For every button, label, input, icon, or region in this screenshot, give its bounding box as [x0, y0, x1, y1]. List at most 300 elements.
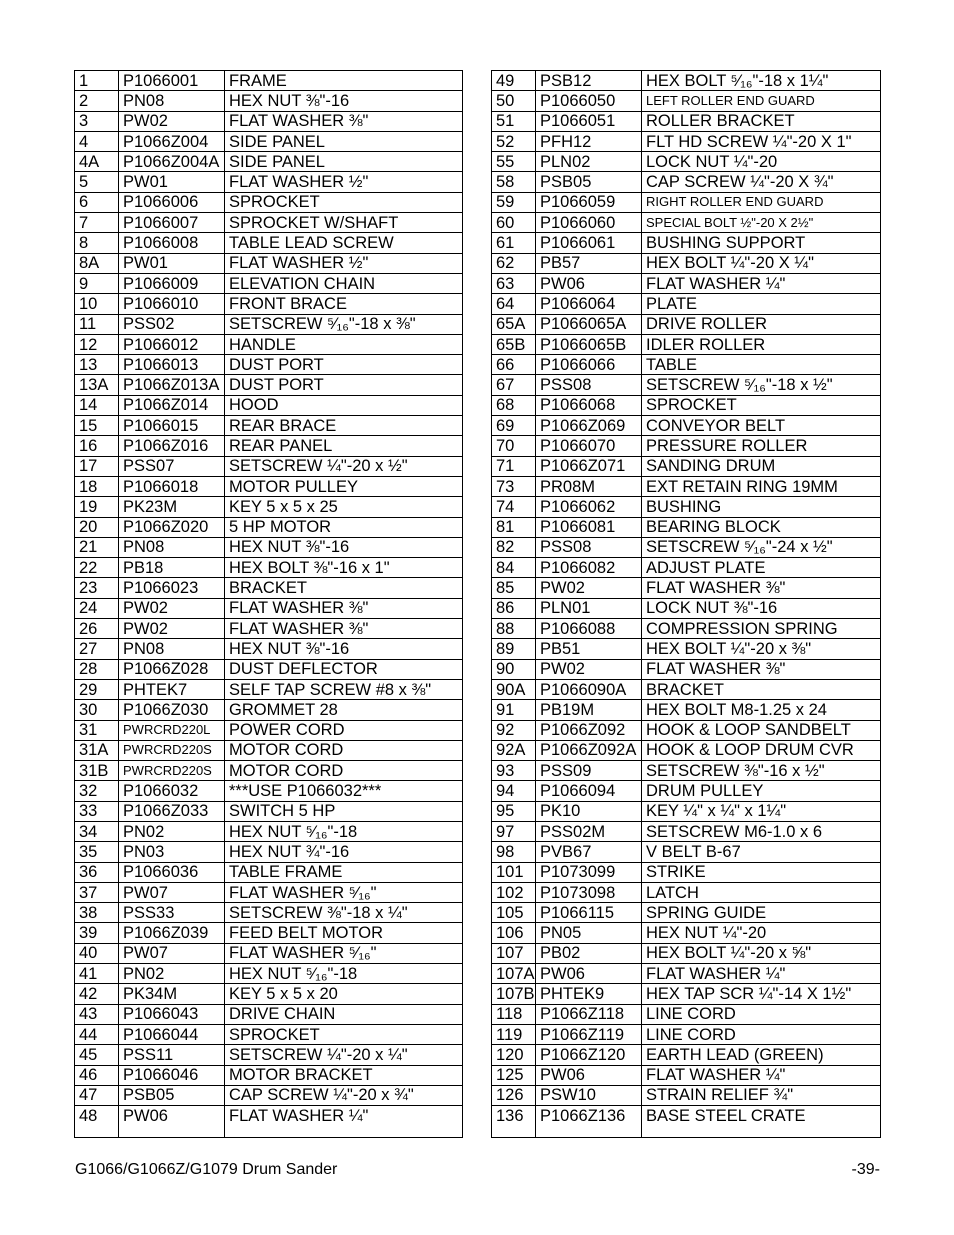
part-number-cell: P1066Z120: [536, 1045, 642, 1065]
description-cell: HEX NUT ⁵⁄₁₆"-18: [225, 964, 463, 984]
table-row: [492, 517, 881, 537]
table-row: [75, 1004, 463, 1024]
part-number-cell: P1066010: [119, 294, 225, 314]
description-cell: FLAT WASHER ⅜": [642, 578, 881, 598]
part-number-cell: PW02: [119, 598, 225, 618]
ref-cell: 63: [492, 273, 536, 293]
description-cell: DUST DEFLECTOR: [225, 659, 463, 679]
table-row: [492, 801, 881, 821]
part-number-cell: PB02: [536, 943, 642, 963]
description-cell: FLAT WASHER ⅜": [225, 598, 463, 618]
ref-cell: 97: [492, 821, 536, 841]
description-cell: FLAT WASHER ¼": [225, 1106, 463, 1138]
ref-cell: 41: [75, 964, 119, 984]
ref-cell: 20: [75, 517, 119, 537]
table-row: [492, 456, 881, 476]
part-number-cell: P1066081: [536, 517, 642, 537]
part-number-cell: P1066036: [119, 862, 225, 882]
table-row: [75, 639, 463, 659]
ref-cell: 119: [492, 1024, 536, 1044]
table-row: [492, 842, 881, 862]
ref-cell: 91: [492, 700, 536, 720]
ref-cell: 6: [75, 192, 119, 212]
part-number-cell: P1066046: [119, 1065, 225, 1085]
ref-cell: 98: [492, 842, 536, 862]
part-number-cell: PB51: [536, 639, 642, 659]
part-number-cell: PB57: [536, 253, 642, 273]
description-cell: LOCK NUT ⅜"-16: [642, 598, 881, 618]
description-cell: FRONT BRACE: [225, 294, 463, 314]
table-row: [492, 1045, 881, 1065]
ref-cell: 11: [75, 314, 119, 334]
description-cell: SWITCH 5 HP: [225, 801, 463, 821]
part-number-cell: PSS11: [119, 1045, 225, 1065]
description-cell: SPROCKET: [225, 192, 463, 212]
table-row: [492, 619, 881, 639]
part-number-cell: P1066Z004: [119, 131, 225, 151]
ref-cell: 90A: [492, 679, 536, 699]
description-cell: LINE CORD: [642, 1004, 881, 1024]
ref-cell: 89: [492, 639, 536, 659]
ref-cell: 1: [75, 71, 119, 91]
ref-cell: 14: [75, 395, 119, 415]
table-row: [75, 111, 463, 131]
ref-cell: 92A: [492, 740, 536, 760]
part-number-cell: PW06: [536, 1065, 642, 1085]
table-row: [75, 375, 463, 395]
table-row: [75, 294, 463, 314]
part-number-cell: P1066Z033: [119, 801, 225, 821]
table-row: [492, 1065, 881, 1085]
description-cell: HEX NUT ⅜"-16: [225, 91, 463, 111]
ref-cell: 23: [75, 578, 119, 598]
ref-cell: 32: [75, 781, 119, 801]
description-cell: HOOK & LOOP SANDBELT: [642, 720, 881, 740]
description-cell: ROLLER BRACKET: [642, 111, 881, 131]
description-cell: FRAME: [225, 71, 463, 91]
table-row: [75, 598, 463, 618]
part-number-cell: PN05: [536, 923, 642, 943]
description-cell: COMPRESSION SPRING: [642, 619, 881, 639]
description-cell: PLATE: [642, 294, 881, 314]
table-row: [492, 253, 881, 273]
ref-cell: 13A: [75, 375, 119, 395]
table-row: [75, 1085, 463, 1105]
part-number-cell: P1066Z014: [119, 395, 225, 415]
ref-cell: 49: [492, 71, 536, 91]
table-row: [75, 233, 463, 253]
part-number-cell: P1066032: [119, 781, 225, 801]
part-number-cell: P1066Z071: [536, 456, 642, 476]
part-number-cell: P1066Z016: [119, 436, 225, 456]
table-row: [75, 395, 463, 415]
ref-cell: 125: [492, 1065, 536, 1085]
ref-cell: 85: [492, 578, 536, 598]
description-cell: RIGHT ROLLER END GUARD: [642, 192, 881, 212]
description-cell: FLAT WASHER ⁵⁄₁₆": [225, 943, 463, 963]
description-cell: TABLE: [642, 355, 881, 375]
table-row: [492, 1024, 881, 1044]
part-number-cell: PWRCRD220S: [119, 740, 225, 760]
ref-cell: 92: [492, 720, 536, 740]
part-number-cell: PSB05: [536, 172, 642, 192]
table-row: [75, 740, 463, 760]
table-row: [492, 172, 881, 192]
ref-cell: 30: [75, 700, 119, 720]
table-row: [492, 71, 881, 91]
table-row: [75, 882, 463, 902]
part-number-cell: PSB12: [536, 71, 642, 91]
description-cell: MOTOR CORD: [225, 761, 463, 781]
ref-cell: 8A: [75, 253, 119, 273]
part-number-cell: PW02: [536, 659, 642, 679]
table-row: [492, 720, 881, 740]
ref-cell: 51: [492, 111, 536, 131]
ref-cell: 21: [75, 537, 119, 557]
description-cell: BRACKET: [225, 578, 463, 598]
description-cell: SPECIAL BOLT ½"-20 X 2½": [642, 213, 881, 233]
table-row: [492, 152, 881, 172]
table-row: [75, 679, 463, 699]
ref-cell: 33: [75, 801, 119, 821]
table-row: [492, 943, 881, 963]
table-row: [75, 416, 463, 436]
table-row: [75, 781, 463, 801]
table-row: [492, 436, 881, 456]
table-row: [492, 1004, 881, 1024]
part-number-cell: P1066065B: [536, 334, 642, 354]
ref-cell: 8: [75, 233, 119, 253]
description-cell: CAP SCREW ¼"-20 X ¾": [642, 172, 881, 192]
part-number-cell: P1066043: [119, 1004, 225, 1024]
description-cell: SPRING GUIDE: [642, 903, 881, 923]
table-row: [492, 984, 881, 1004]
part-number-cell: PW02: [119, 619, 225, 639]
table-row: [492, 862, 881, 882]
table-row: [75, 152, 463, 172]
description-cell: LINE CORD: [642, 1024, 881, 1044]
ref-cell: 3: [75, 111, 119, 131]
part-number-cell: P1073099: [536, 862, 642, 882]
table-row: [492, 294, 881, 314]
ref-cell: 9: [75, 273, 119, 293]
description-cell: FLAT WASHER ¼": [642, 964, 881, 984]
table-row: [492, 416, 881, 436]
ref-cell: 7: [75, 213, 119, 233]
description-cell: KEY 5 x 5 x 25: [225, 497, 463, 517]
table-row: [492, 761, 881, 781]
description-cell: SPROCKET: [225, 1024, 463, 1044]
ref-cell: 31B: [75, 761, 119, 781]
part-number-cell: PW06: [119, 1106, 225, 1138]
part-number-cell: PB19M: [536, 700, 642, 720]
table-row: [492, 882, 881, 902]
ref-cell: 65B: [492, 334, 536, 354]
description-cell: MOTOR CORD: [225, 740, 463, 760]
ref-cell: 18: [75, 476, 119, 496]
ref-cell: 73: [492, 476, 536, 496]
description-cell: ELEVATION CHAIN: [225, 273, 463, 293]
part-number-cell: PWRCRD220L: [119, 720, 225, 740]
ref-cell: 13: [75, 355, 119, 375]
ref-cell: 19: [75, 497, 119, 517]
ref-cell: 5: [75, 172, 119, 192]
part-number-cell: P1066094: [536, 781, 642, 801]
ref-cell: 31: [75, 720, 119, 740]
table-row: [75, 842, 463, 862]
table-row: [492, 537, 881, 557]
ref-cell: 106: [492, 923, 536, 943]
table-row: [75, 761, 463, 781]
ref-cell: 46: [75, 1065, 119, 1085]
table-row: [75, 984, 463, 1004]
part-number-cell: PSB05: [119, 1085, 225, 1105]
description-cell: HEX NUT ¾"-16: [225, 842, 463, 862]
ref-cell: 101: [492, 862, 536, 882]
table-row: [492, 700, 881, 720]
ref-cell: 67: [492, 375, 536, 395]
table-row: [492, 91, 881, 111]
description-cell: GROMMET 28: [225, 700, 463, 720]
description-cell: STRAIN RELIEF ¾": [642, 1085, 881, 1105]
description-cell: LEFT ROLLER END GUARD: [642, 91, 881, 111]
description-cell: REAR PANEL: [225, 436, 463, 456]
ref-cell: 107B: [492, 984, 536, 1004]
part-number-cell: PLN02: [536, 152, 642, 172]
part-number-cell: PN03: [119, 842, 225, 862]
ref-cell: 74: [492, 497, 536, 517]
part-number-cell: P1066088: [536, 619, 642, 639]
part-number-cell: P1066050: [536, 91, 642, 111]
part-number-cell: P1066070: [536, 436, 642, 456]
description-cell: HEX BOLT ⅜"-16 x 1": [225, 558, 463, 578]
description-cell: SANDING DRUM: [642, 456, 881, 476]
part-number-cell: P1066062: [536, 497, 642, 517]
ref-cell: 15: [75, 416, 119, 436]
ref-cell: 27: [75, 639, 119, 659]
ref-cell: 31A: [75, 740, 119, 760]
part-number-cell: P1066115: [536, 903, 642, 923]
description-cell: IDLER ROLLER: [642, 334, 881, 354]
ref-cell: 60: [492, 213, 536, 233]
part-number-cell: PW01: [119, 253, 225, 273]
part-number-cell: P1066008: [119, 233, 225, 253]
table-row: [492, 740, 881, 760]
ref-cell: 42: [75, 984, 119, 1004]
ref-cell: 70: [492, 436, 536, 456]
part-number-cell: PW07: [119, 882, 225, 902]
table-row: [75, 131, 463, 151]
parts-table-left: [74, 70, 463, 1138]
description-cell: HEX BOLT ⁵⁄₁₆"-18 x 1¼": [642, 71, 881, 91]
ref-cell: 12: [75, 334, 119, 354]
table-row: [75, 619, 463, 639]
ref-cell: 71: [492, 456, 536, 476]
description-cell: CONVEYOR BELT: [642, 416, 881, 436]
table-row: [492, 1085, 881, 1105]
part-number-cell: PK10: [536, 801, 642, 821]
description-cell: 5 HP MOTOR: [225, 517, 463, 537]
table-row: [75, 578, 463, 598]
table-row: [75, 1065, 463, 1085]
parts-table-left-body: [75, 71, 463, 1138]
ref-cell: 40: [75, 943, 119, 963]
description-cell: SIDE PANEL: [225, 131, 463, 151]
part-number-cell: PN08: [119, 537, 225, 557]
part-number-cell: PK23M: [119, 497, 225, 517]
description-cell: SETSCREW M6-1.0 x 6: [642, 821, 881, 841]
table-row: [492, 639, 881, 659]
description-cell: KEY 5 x 5 x 20: [225, 984, 463, 1004]
ref-cell: 55: [492, 152, 536, 172]
ref-cell: 61: [492, 233, 536, 253]
table-row: [492, 659, 881, 679]
part-number-cell: P1066Z136: [536, 1106, 642, 1138]
table-row: [492, 111, 881, 131]
ref-cell: 36: [75, 862, 119, 882]
part-number-cell: PN08: [119, 639, 225, 659]
footer-title: G1066/G1066Z/G1079 Drum Sander: [75, 1161, 338, 1178]
part-number-cell: P1066013: [119, 355, 225, 375]
part-number-cell: P1066006: [119, 192, 225, 212]
part-number-cell: P1066068: [536, 395, 642, 415]
ref-cell: 66: [492, 355, 536, 375]
table-row: [75, 943, 463, 963]
description-cell: BASE STEEL CRATE: [642, 1106, 881, 1138]
ref-cell: 102: [492, 882, 536, 902]
description-cell: FLAT WASHER ¼": [642, 1065, 881, 1085]
table-row: [75, 903, 463, 923]
description-cell: ***USE P1066032***: [225, 781, 463, 801]
part-number-cell: P1066060: [536, 213, 642, 233]
ref-cell: 86: [492, 598, 536, 618]
table-row: [492, 964, 881, 984]
part-number-cell: PB18: [119, 558, 225, 578]
part-number-cell: P1066Z092: [536, 720, 642, 740]
part-number-cell: PW02: [119, 111, 225, 131]
ref-cell: 59: [492, 192, 536, 212]
table-row: [492, 213, 881, 233]
ref-cell: 47: [75, 1085, 119, 1105]
ref-cell: 120: [492, 1045, 536, 1065]
part-number-cell: P1073098: [536, 882, 642, 902]
table-row: [492, 334, 881, 354]
ref-cell: 24: [75, 598, 119, 618]
table-row: [492, 192, 881, 212]
description-cell: POWER CORD: [225, 720, 463, 740]
part-number-cell: P1066082: [536, 558, 642, 578]
parts-table-right: [491, 70, 881, 1138]
part-number-cell: P1066Z118: [536, 1004, 642, 1024]
ref-cell: 90: [492, 659, 536, 679]
description-cell: DUST PORT: [225, 355, 463, 375]
description-cell: DRIVE ROLLER: [642, 314, 881, 334]
description-cell: PRESSURE ROLLER: [642, 436, 881, 456]
part-number-cell: PSS09: [536, 761, 642, 781]
part-number-cell: P1066Z004A: [119, 152, 225, 172]
ref-cell: 58: [492, 172, 536, 192]
description-cell: KEY ¼" x ¼" x 1¼": [642, 801, 881, 821]
part-number-cell: PN02: [119, 964, 225, 984]
ref-cell: 10: [75, 294, 119, 314]
ref-cell: 45: [75, 1045, 119, 1065]
description-cell: TABLE FRAME: [225, 862, 463, 882]
description-cell: HOOD: [225, 395, 463, 415]
table-row: [492, 233, 881, 253]
part-number-cell: PFH12: [536, 131, 642, 151]
ref-cell: 39: [75, 923, 119, 943]
part-number-cell: P1066015: [119, 416, 225, 436]
table-row: [75, 1106, 463, 1138]
part-number-cell: P1066064: [536, 294, 642, 314]
ref-cell: 88: [492, 619, 536, 639]
description-cell: DUST PORT: [225, 375, 463, 395]
description-cell: FLAT WASHER ¼": [642, 273, 881, 293]
description-cell: HEX BOLT ¼"-20 X ¼": [642, 253, 881, 273]
table-row: [492, 131, 881, 151]
table-row: [492, 679, 881, 699]
ref-cell: 4: [75, 131, 119, 151]
table-row: [492, 476, 881, 496]
part-number-cell: P1066007: [119, 213, 225, 233]
ref-cell: 64: [492, 294, 536, 314]
description-cell: FLAT WASHER ⅜": [642, 659, 881, 679]
table-row: [75, 355, 463, 375]
ref-cell: 62: [492, 253, 536, 273]
description-cell: SETSCREW ⅜"-18 x ¼": [225, 903, 463, 923]
table-row: [492, 578, 881, 598]
ref-cell: 2: [75, 91, 119, 111]
description-cell: STRIKE: [642, 862, 881, 882]
ref-cell: 107A: [492, 964, 536, 984]
part-number-cell: P1066Z039: [119, 923, 225, 943]
description-cell: CAP SCREW ¼"-20 x ¾": [225, 1085, 463, 1105]
part-number-cell: PSS33: [119, 903, 225, 923]
table-row: [492, 497, 881, 517]
description-cell: BRACKET: [642, 679, 881, 699]
part-number-cell: PSS02M: [536, 821, 642, 841]
table-row: [75, 1024, 463, 1044]
part-number-cell: PK34M: [119, 984, 225, 1004]
part-number-cell: P1066018: [119, 476, 225, 496]
ref-cell: 93: [492, 761, 536, 781]
table-row: [492, 781, 881, 801]
description-cell: SETSCREW ¼"-20 x ¼": [225, 1045, 463, 1065]
description-cell: SETSCREW ⁵⁄₁₆"-24 x ½": [642, 537, 881, 557]
table-row: [75, 497, 463, 517]
table-row: [75, 91, 463, 111]
part-number-cell: PR08M: [536, 476, 642, 496]
table-row: [75, 71, 463, 91]
table-row: [75, 172, 463, 192]
table-row: [75, 964, 463, 984]
part-number-cell: PW07: [119, 943, 225, 963]
table-row: [492, 903, 881, 923]
part-number-cell: P1066090A: [536, 679, 642, 699]
description-cell: BEARING BLOCK: [642, 517, 881, 537]
ref-cell: 68: [492, 395, 536, 415]
description-cell: BUSHING: [642, 497, 881, 517]
ref-cell: 16: [75, 436, 119, 456]
table-row: [75, 476, 463, 496]
description-cell: SELF TAP SCREW #8 x ⅜": [225, 679, 463, 699]
description-cell: LATCH: [642, 882, 881, 902]
table-row: [75, 1045, 463, 1065]
ref-cell: 81: [492, 517, 536, 537]
table-row: [75, 821, 463, 841]
ref-cell: 94: [492, 781, 536, 801]
description-cell: FLAT WASHER ⅜": [225, 619, 463, 639]
